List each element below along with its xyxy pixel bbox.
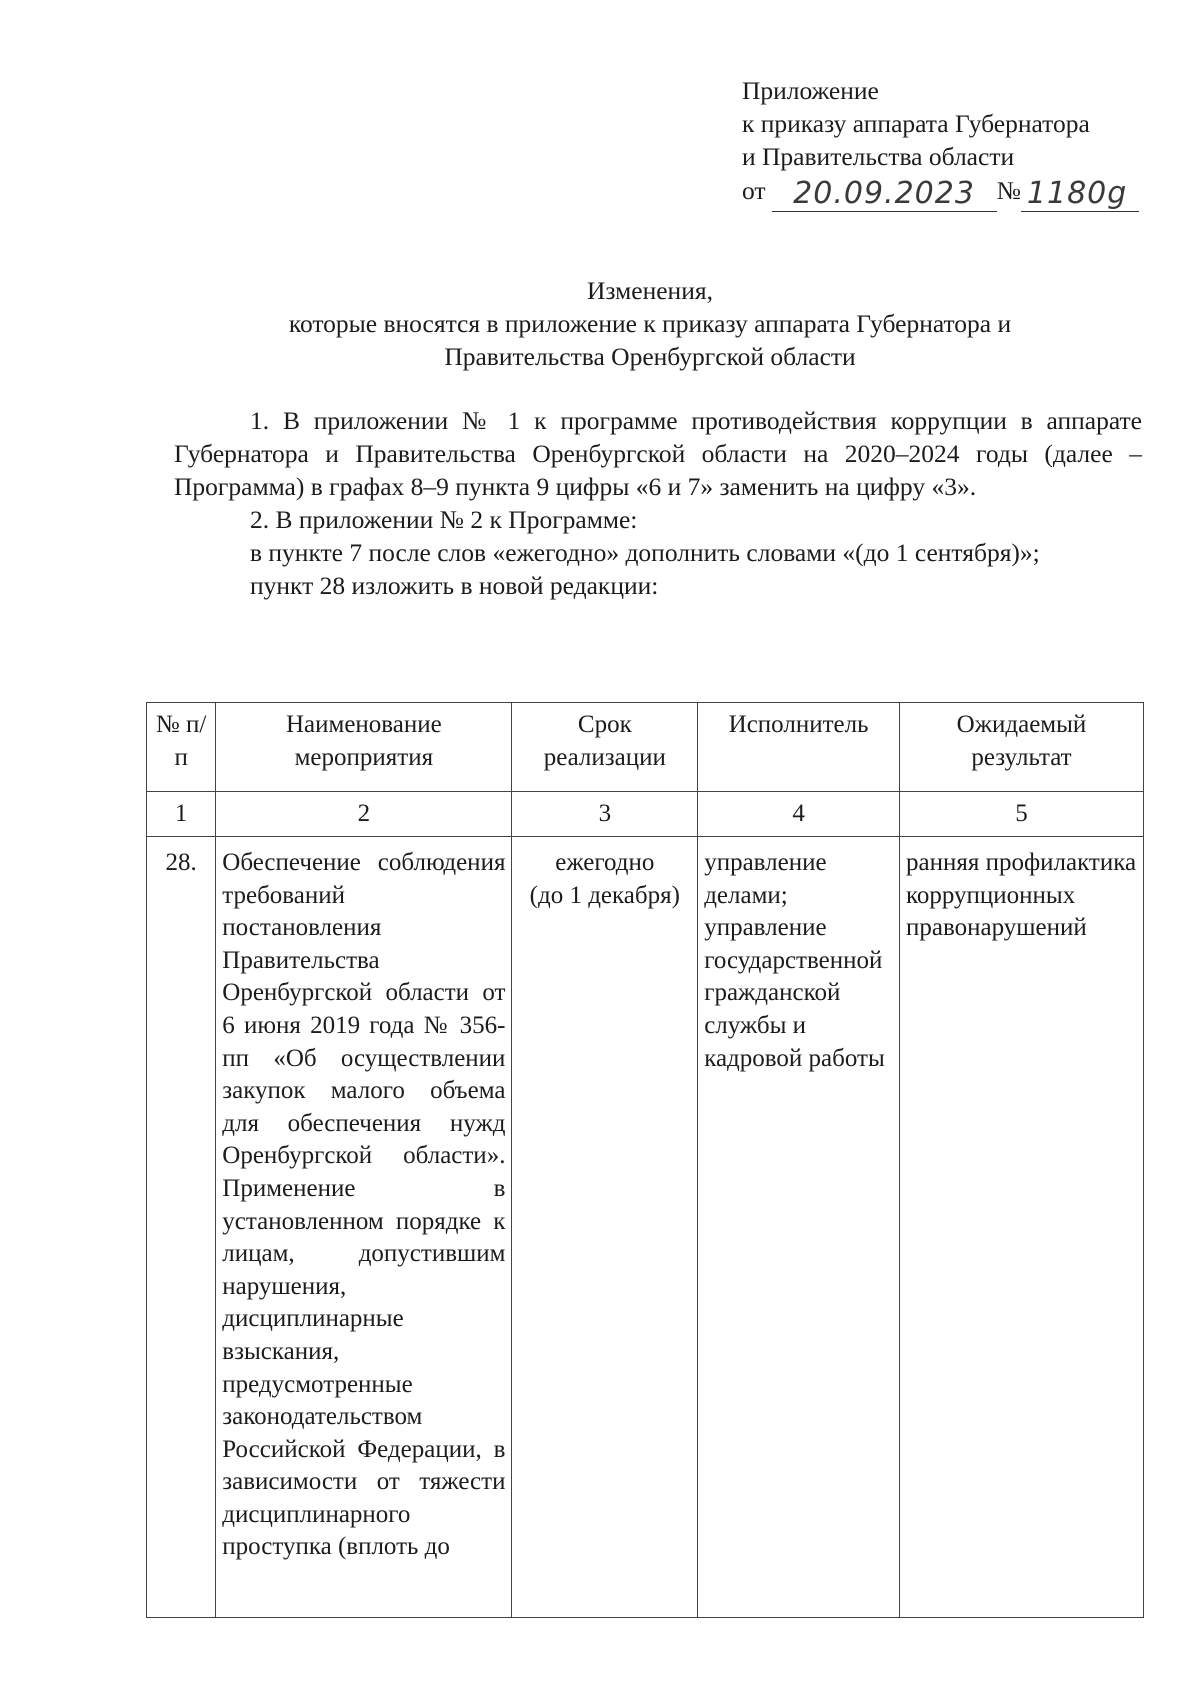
- title-line-1: Изменения,: [587, 276, 713, 305]
- appendix-header: [742, 74, 1139, 211]
- column-number-row: [147, 792, 1144, 837]
- title-line-3: Правительства Оренбургской области: [444, 342, 856, 371]
- header-name: Наименование мероприятия: [216, 703, 512, 792]
- document-body: [174, 404, 1142, 602]
- title-line-2: которые вносятся в приложение к приказу аппарата Губернатора и: [288, 309, 1012, 338]
- header-result: Ожидаемый результат: [899, 703, 1143, 792]
- row-term-line-2: (до 1 декабря): [529, 881, 680, 909]
- table-header-row: [147, 703, 1144, 792]
- table-row: [147, 837, 1144, 1618]
- order-reference: к приказу аппарата Губернатора: [742, 109, 1090, 138]
- header-term: Срок реализации: [512, 703, 698, 792]
- paragraph-2: 2. В приложении № 2 к Программе:: [250, 505, 638, 534]
- government-reference: и Правительства области: [742, 142, 1015, 171]
- measures-table: [146, 702, 1144, 1618]
- paragraph-3: в пункте 7 после слов «ежегодно» дополнить словами «(до 1 сентября)»;: [250, 538, 1040, 567]
- column-number: 1: [147, 792, 216, 837]
- document-title: [170, 274, 1130, 373]
- row-result: ранняя профилактика коррупционных правонарушений: [899, 837, 1143, 1618]
- header-executor: Исполнитель: [698, 703, 900, 792]
- date-prefix: от: [742, 176, 766, 205]
- column-number: 2: [216, 792, 512, 837]
- date-number-line: [742, 173, 1139, 211]
- row-measure-name: Обеспечение соблюдения требований постановления Правительства Оренбургской области от 6 июня 2019 года № 356-пп «Об осуществлении закупок малого объема для обеспечения нужд Оренбургской области». Применение в установленном порядке к лицам, допустившим нарушения, дисциплинарные взыскания, предусмотренные законодательством Российской Федерации, в зависимости от тяжести дисциплинарного проступка (вплоть до: [216, 837, 512, 1618]
- number-prefix: №: [996, 176, 1021, 205]
- paragraph-4: пункт 28 изложить в новой редакции:: [250, 571, 659, 600]
- row-term: [512, 837, 698, 1618]
- row-executor: управление делами; управление государственной гражданской службы и кадровой работы: [698, 837, 900, 1618]
- appendix-label: Приложение: [742, 76, 879, 105]
- header-number: № п/п: [147, 703, 216, 792]
- column-number: 4: [698, 792, 900, 837]
- handwritten-number: 1180g: [1026, 176, 1128, 211]
- row-term-line-1: ежегодно: [555, 849, 655, 876]
- column-number: 5: [899, 792, 1143, 837]
- date-field: [772, 177, 997, 212]
- row-number: 28.: [147, 837, 216, 1618]
- handwritten-date: 20.09.2023: [793, 176, 975, 211]
- column-number: 3: [512, 792, 698, 837]
- number-field: [1021, 177, 1139, 212]
- paragraph-1: 1. В приложении № 1 к программе противодействия коррупции в аппарате Губернатора и Правительства Оренбургской области на 2020–2024 годы (далее – Программа) в графах 8–9 пункта 9 цифры «6 и 7» заменить на цифру «3».: [174, 406, 1142, 501]
